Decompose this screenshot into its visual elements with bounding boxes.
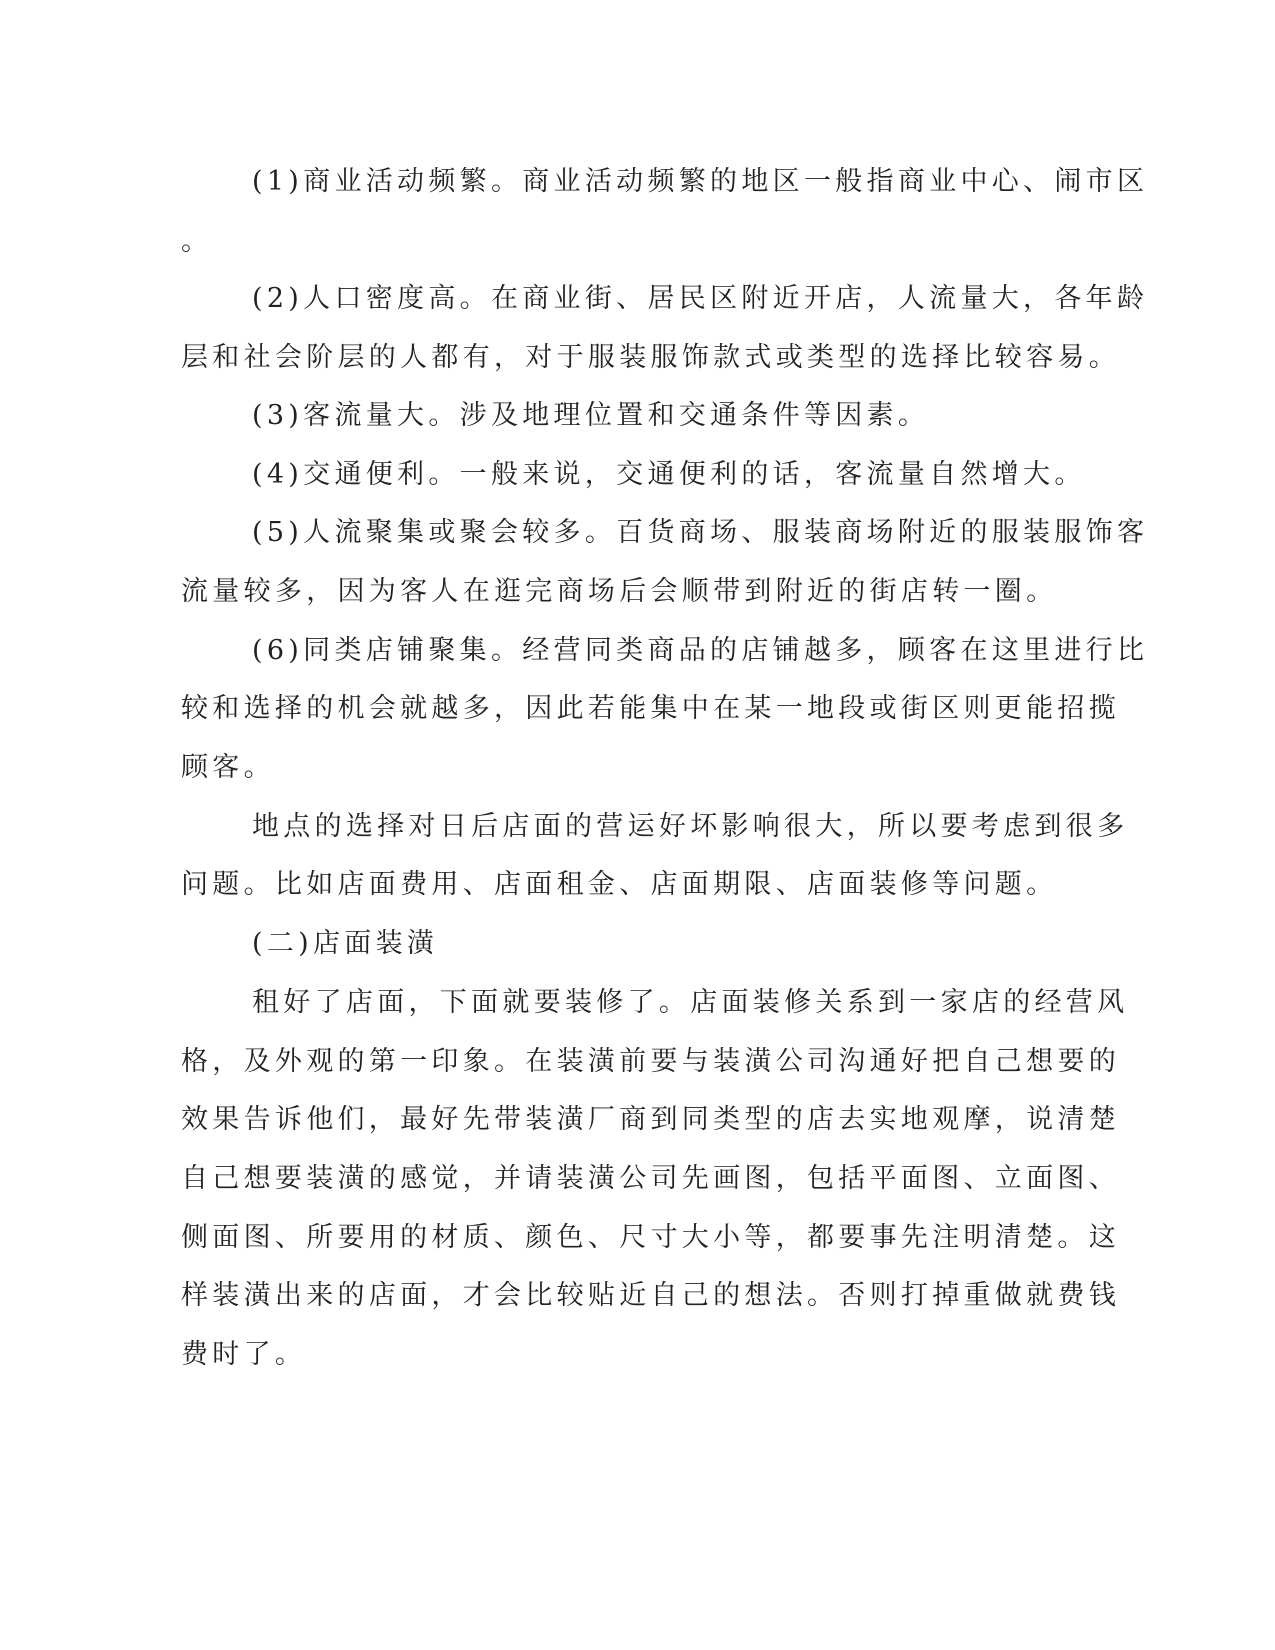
- paragraph-line: 侧面图、所要用的材质、颜色、尺寸大小等，都要事先注明清楚。这: [181, 1222, 1120, 1253]
- paragraph-line: 租好了店面，下面就要装修了。店面装修关系到一家店的经营风: [252, 987, 1129, 1018]
- paragraph-line: 费时了。: [181, 1339, 307, 1370]
- paragraph-line: 问题。比如店面费用、店面租金、店面期限、店面装修等问题。: [181, 869, 1058, 900]
- paragraph-line: 流量较多，因为客人在逛完商场后会顺带到附近的街店转一圈。: [181, 576, 1058, 607]
- paragraph-line: 自己想要装潢的感觉，并请装潢公司先画图，包括平面图、立面图、: [181, 1163, 1120, 1194]
- paragraph-line: 地点的选择对日后店面的营运好坏影响很大，所以要考虑到很多: [252, 811, 1129, 842]
- section-heading: (二)店面装潢: [252, 928, 439, 959]
- paragraph-line: 顾客。: [181, 752, 275, 783]
- paragraph-line: 格，及外观的第一印象。在装潢前要与装潢公司沟通好把自己想要的: [181, 1046, 1120, 1077]
- paragraph-line: (1)商业活动频繁。商业活动频繁的地区一般指商业中心、闹市区: [252, 166, 1149, 197]
- paragraph-line: (4)交通便利。一般来说，交通便利的话，客流量自然增大。: [252, 459, 1086, 490]
- paragraph-line: 。: [181, 226, 213, 257]
- paragraph-line: (5)人流聚集或聚会较多。百货商场、服装商场附近的服装服饰客: [252, 517, 1149, 548]
- paragraph-line: 较和选择的机会就越多，因此若能集中在某一地段或街区则更能招揽: [181, 693, 1120, 724]
- paragraph-line: 效果告诉他们，最好先带装潢厂商到同类型的店去实地观摩，说清楚: [181, 1104, 1120, 1135]
- paragraph-line: (3)客流量大。涉及地理位置和交通条件等因素。: [252, 400, 930, 431]
- paragraph-line: (2)人口密度高。在商业街、居民区附近开店，人流量大，各年龄: [252, 283, 1149, 314]
- paragraph-line: 样装潢出来的店面，才会比较贴近自己的想法。否则打掉重做就费钱: [181, 1280, 1120, 1311]
- paragraph-line: (6)同类店铺聚集。经营同类商品的店铺越多，顾客在这里进行比: [252, 635, 1149, 666]
- paragraph-line: 层和社会阶层的人都有，对于服装服饰款式或类型的选择比较容易。: [181, 342, 1120, 373]
